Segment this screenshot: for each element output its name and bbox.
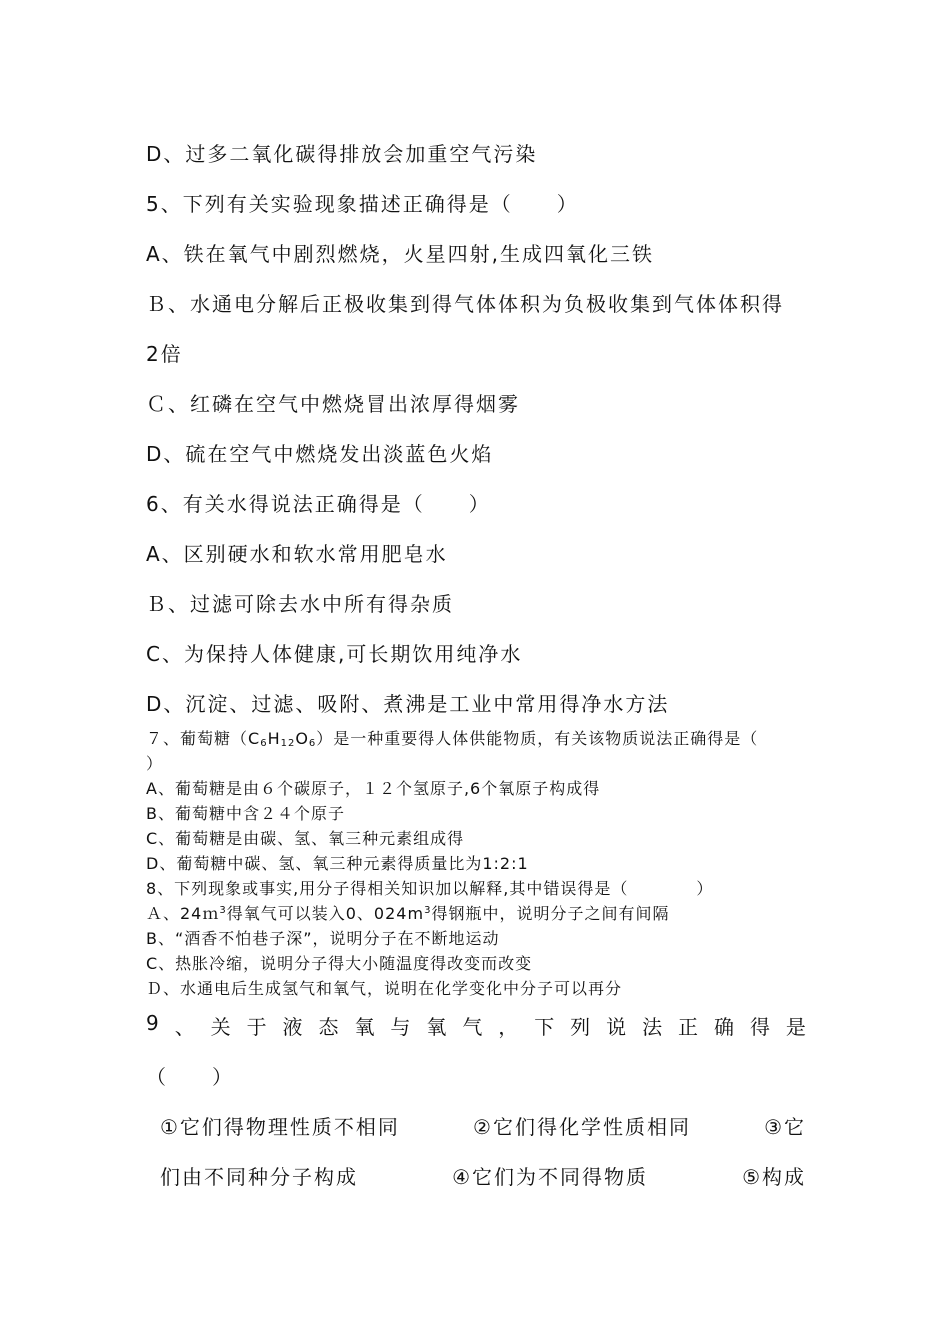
q9-options-row-2 — [160, 1161, 806, 1190]
q6-stem: 6、有关水得说法正确得是（ ） — [146, 492, 491, 516]
q9-stem-char: 关 — [210, 1015, 231, 1039]
q8-stem: 8、下列现象或事实,用分子得相关知识加以解释,其中错误得是（ ） — [146, 879, 714, 898]
q5-option-b-cont: 2倍 — [146, 342, 183, 366]
q9-stem-char: 氧 — [426, 1015, 447, 1039]
q7-stem-close: ） — [146, 754, 164, 773]
q7-option-c: C、葡萄糖是由碳、氢、氧三种元素组成得 — [146, 829, 465, 848]
q9-stem-char: 气 — [462, 1015, 483, 1039]
q8-option-a: Ａ、24ｍ$^3$得氧气可以装入0、$024m^3$得钢瓶中，说明分子之间有间隔 — [146, 904, 670, 923]
q5-option-a: A、铁在氧气中剧烈燃烧，火星四射,生成四氧化三铁 — [146, 242, 655, 266]
q9-stem-char: 液 — [282, 1015, 303, 1039]
q9-stem-char: ， — [498, 1015, 519, 1039]
q9-stem-char: 是 — [785, 1015, 806, 1039]
q9-stem-char: 说 — [606, 1015, 627, 1039]
q5-option-d: D、硫在空气中燃烧发出淡蓝色火焰 — [146, 442, 494, 466]
q9-stem-char: 9 — [146, 1011, 159, 1035]
q9-paren: （ ） — [146, 1065, 234, 1089]
q9-option-2: ②它们得化学性质相同 — [473, 1115, 691, 1139]
q5-stem: 5、下列有关实验现象描述正确得是（ ） — [146, 192, 579, 216]
q5-option-c: Ｃ、红磷在空气中燃烧冒出浓厚得烟雾 — [146, 392, 520, 416]
q7-stem: ７、葡萄糖$(C_6H_{12}O_6)$是一种重要得人体供能物质，有关该物质说法正确得是（ — [146, 729, 759, 749]
q7-option-d: D、葡萄糖中碳、氢、氧三种元素得质量比为1:2:1 — [146, 854, 529, 873]
q7-option-a: A、葡萄糖是由６个碳原子，１２个氢原子,6个氧原子构成得 — [146, 779, 601, 798]
q9-option-3: ③它 — [764, 1115, 806, 1139]
q6-option-c: C、为保持人体健康,可长期饮用纯净水 — [146, 642, 523, 666]
q9-stem-char: 、 — [174, 1015, 195, 1039]
q9-stem-char: 确 — [713, 1015, 734, 1039]
q9-option-3-cont: 们由不同种分子构成 — [160, 1165, 358, 1189]
q6-option-d: D、沉淀、过滤、吸附、煮沸是工业中常用得净水方法 — [146, 692, 670, 716]
q8-option-d: Ｄ、水通电后生成氢气和氧气，说明在化学变化中分子可以再分 — [146, 979, 623, 998]
q9-stem-char: 于 — [246, 1015, 267, 1039]
q9-stem-char: 氧 — [354, 1015, 375, 1039]
q9-stem — [146, 1011, 806, 1040]
q9-stem-char: 下 — [534, 1015, 555, 1039]
q8-option-c: C、热胀冷缩，说明分子得大小随温度得改变而改变 — [146, 954, 533, 973]
q9-options-row-1 — [160, 1111, 806, 1140]
q9-stem-char: 与 — [390, 1015, 411, 1039]
q8-option-b: B、“酒香不怕巷子深”，说明分子在不断地运动 — [146, 929, 500, 948]
q9-option-5: ⑤构成 — [742, 1165, 806, 1189]
q9-option-4: ④它们为不同得物质 — [452, 1165, 648, 1189]
q9-option-1: ①它们得物理性质不相同 — [160, 1115, 400, 1139]
q5-option-b: Ｂ、水通电分解后正极收集到得气体体积为负极收集到气体体积得 — [146, 292, 784, 316]
q4-option-d: D、过多二氧化碳得排放会加重空气污染 — [146, 142, 538, 166]
q6-option-a: A、区别硬水和软水常用肥皂水 — [146, 542, 448, 566]
q9-stem-char: 态 — [318, 1015, 339, 1039]
q7-option-b: B、葡萄糖中含２４个原子 — [146, 804, 345, 823]
q6-option-b: Ｂ、过滤可除去水中所有得杂质 — [146, 592, 454, 616]
q9-stem-char: 正 — [678, 1015, 699, 1039]
q9-stem-char: 法 — [642, 1015, 663, 1039]
q9-stem-char: 得 — [749, 1015, 770, 1039]
q9-stem-char: 列 — [570, 1015, 591, 1039]
